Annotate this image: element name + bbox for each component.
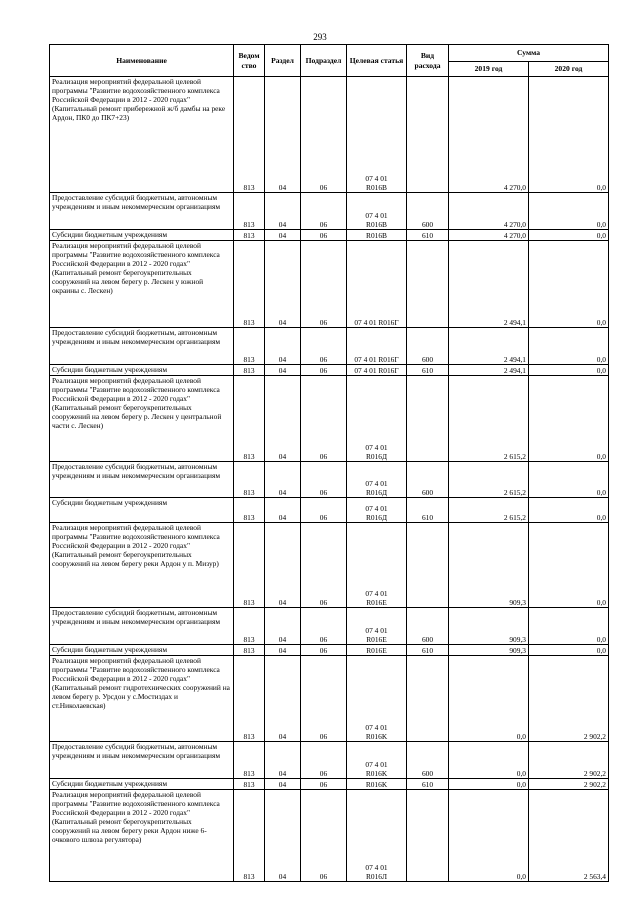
row-vid <box>407 376 449 462</box>
row-podrazdel: 06 <box>301 193 347 230</box>
row-podrazdel: 06 <box>301 230 347 241</box>
table-row <box>50 790 609 882</box>
row-vid: 600 <box>407 608 449 645</box>
row-sum-2020: 0,0 <box>529 230 609 241</box>
row-sum-2020: 0,0 <box>529 645 609 656</box>
table-body <box>50 77 609 882</box>
row-razdel: 04 <box>265 779 301 790</box>
row-article: R016B <box>347 230 407 241</box>
table-row <box>50 742 609 779</box>
row-sum-2020: 0,0 <box>529 241 609 328</box>
row-name: Предоставление субсидий бюджетным, автономным учреждениям и иным некоммерческим организациям <box>50 462 234 498</box>
row-razdel: 04 <box>265 790 301 882</box>
header-podrazdel: Подраздел <box>301 45 347 77</box>
row-podrazdel: 06 <box>301 656 347 742</box>
header-2019: 2019 год <box>449 62 529 77</box>
row-name: Предоставление субсидий бюджетным, автономным учреждениям и иным некоммерческим организациям <box>50 608 234 645</box>
row-sum-2019: 2 494,1 <box>449 365 529 376</box>
row-name: Реализация мероприятий федеральной целевой программы "Развитие водохозяйственного комплекса Российской Федерации в 2012 - 2020 годах" (Капитальный ремонт прибережной ж/б дамбы на реке Ардон, ПК0 до ПК7+23) <box>50 77 234 193</box>
row-ved: 813 <box>234 230 265 241</box>
row-article: R016K <box>347 779 407 790</box>
row-ved: 813 <box>234 523 265 608</box>
row-sum-2020: 0,0 <box>529 376 609 462</box>
table-row <box>50 523 609 608</box>
row-podrazdel: 06 <box>301 365 347 376</box>
row-article: 07 4 01 R016Д <box>347 376 407 462</box>
row-vid: 600 <box>407 462 449 498</box>
row-vid <box>407 523 449 608</box>
table-row <box>50 77 609 193</box>
row-name: Субсидии бюджетным учреждениям <box>50 645 234 656</box>
header-2020: 2020 год <box>529 62 609 77</box>
row-article: 07 4 01 R016E <box>347 608 407 645</box>
row-razdel: 04 <box>265 645 301 656</box>
row-podrazdel: 06 <box>301 645 347 656</box>
row-vid: 600 <box>407 742 449 779</box>
row-sum-2019: 0,0 <box>449 742 529 779</box>
page-number: 293 <box>313 32 327 42</box>
row-sum-2019: 0,0 <box>449 779 529 790</box>
row-razdel: 04 <box>265 241 301 328</box>
row-sum-2019: 909,3 <box>449 608 529 645</box>
row-sum-2020: 0,0 <box>529 77 609 193</box>
row-sum-2019: 4 270,0 <box>449 77 529 193</box>
table-row <box>50 230 609 241</box>
table-row <box>50 376 609 462</box>
table-row <box>50 656 609 742</box>
row-sum-2020: 0,0 <box>529 365 609 376</box>
header-razdel: Раздел <box>265 45 301 77</box>
row-vid: 610 <box>407 230 449 241</box>
row-podrazdel: 06 <box>301 608 347 645</box>
header-ved: Ведом ство <box>234 45 265 77</box>
row-razdel: 04 <box>265 656 301 742</box>
row-sum-2019: 2 615,2 <box>449 462 529 498</box>
row-razdel: 04 <box>265 498 301 523</box>
row-article: 07 4 01 R016Д <box>347 462 407 498</box>
row-podrazdel: 06 <box>301 790 347 882</box>
row-podrazdel: 06 <box>301 742 347 779</box>
budget-table <box>49 44 609 882</box>
row-sum-2020: 0,0 <box>529 462 609 498</box>
row-sum-2020: 2 563,4 <box>529 790 609 882</box>
table-row <box>50 608 609 645</box>
row-vid <box>407 77 449 193</box>
row-name: Предоставление субсидий бюджетным, автономным учреждениям и иным некоммерческим организациям <box>50 742 234 779</box>
row-article: 07 4 01 R016K <box>347 656 407 742</box>
row-name: Субсидии бюджетным учреждениям <box>50 230 234 241</box>
row-name: Предоставление субсидий бюджетным, автономным учреждениям и иным некоммерческим организациям <box>50 328 234 365</box>
row-article: 07 4 01 R016E <box>347 523 407 608</box>
row-sum-2020: 0,0 <box>529 608 609 645</box>
header-sum: Сумма <box>449 45 609 62</box>
row-sum-2019: 2 615,2 <box>449 376 529 462</box>
row-name: Субсидии бюджетным учреждениям <box>50 365 234 376</box>
row-sum-2020: 0,0 <box>529 193 609 230</box>
row-article: 07 4 01 R016B <box>347 193 407 230</box>
row-podrazdel: 06 <box>301 328 347 365</box>
row-podrazdel: 06 <box>301 523 347 608</box>
row-ved: 813 <box>234 193 265 230</box>
row-ved: 813 <box>234 608 265 645</box>
row-razdel: 04 <box>265 230 301 241</box>
row-sum-2020: 2 902,2 <box>529 779 609 790</box>
row-razdel: 04 <box>265 523 301 608</box>
row-podrazdel: 06 <box>301 241 347 328</box>
row-ved: 813 <box>234 241 265 328</box>
row-razdel: 04 <box>265 376 301 462</box>
row-sum-2019: 0,0 <box>449 656 529 742</box>
row-razdel: 04 <box>265 328 301 365</box>
row-razdel: 04 <box>265 77 301 193</box>
row-ved: 813 <box>234 77 265 193</box>
row-vid: 610 <box>407 779 449 790</box>
row-sum-2019: 2 494,1 <box>449 241 529 328</box>
row-name: Субсидии бюджетным учреждениям <box>50 779 234 790</box>
row-vid: 610 <box>407 498 449 523</box>
header-name: Наименование <box>50 45 234 77</box>
row-razdel: 04 <box>265 742 301 779</box>
row-podrazdel: 06 <box>301 376 347 462</box>
header-article: Целевая статья <box>347 45 407 77</box>
row-razdel: 04 <box>265 608 301 645</box>
row-sum-2020: 0,0 <box>529 328 609 365</box>
row-ved: 813 <box>234 790 265 882</box>
row-ved: 813 <box>234 645 265 656</box>
row-article: 07 4 01 R016B <box>347 77 407 193</box>
table-row <box>50 193 609 230</box>
row-vid: 600 <box>407 328 449 365</box>
row-podrazdel: 06 <box>301 498 347 523</box>
row-ved: 813 <box>234 742 265 779</box>
row-vid: 600 <box>407 193 449 230</box>
table-row <box>50 462 609 498</box>
row-ved: 813 <box>234 376 265 462</box>
row-name: Предоставление субсидий бюджетным, автономным учреждениям и иным некоммерческим организациям <box>50 193 234 230</box>
row-name: Реализация мероприятий федеральной целевой программы "Развитие водохозяйственного комплекса Российской Федерации в 2012 - 2020 годах" (Капитальный ремонт берегоукрепительных сооружений на левом берегу р. Лескен у южной окраины с. Лескен) <box>50 241 234 328</box>
row-name: Субсидии бюджетным учреждениям <box>50 498 234 523</box>
row-vid <box>407 790 449 882</box>
row-vid: 610 <box>407 365 449 376</box>
row-name: Реализация мероприятий федеральной целевой программы "Развитие водохозяйственного комплекса Российской Федерации в 2012 - 2020 годах" (Капитальный ремонт гидротехнических сооружений на левом берегу р. Урсдон у с.Мостиздах и ст.Николаевская) <box>50 656 234 742</box>
row-ved: 813 <box>234 328 265 365</box>
row-razdel: 04 <box>265 365 301 376</box>
row-sum-2020: 2 902,2 <box>529 742 609 779</box>
row-sum-2020: 0,0 <box>529 498 609 523</box>
row-vid <box>407 656 449 742</box>
row-ved: 813 <box>234 656 265 742</box>
table-row <box>50 241 609 328</box>
header-vid: Вид расхода <box>407 45 449 77</box>
row-ved: 813 <box>234 498 265 523</box>
row-sum-2019: 4 270,0 <box>449 193 529 230</box>
table-row <box>50 365 609 376</box>
row-sum-2019: 4 270,0 <box>449 230 529 241</box>
row-name: Реализация мероприятий федеральной целевой программы "Развитие водохозяйственного комплекса Российской Федерации в 2012 - 2020 годах" (Капитальный ремонт берегоукрепительных сооружений на левом берегу р. Лескен у центральной части с. Лескен) <box>50 376 234 462</box>
row-article: 07 4 01 R016Д <box>347 498 407 523</box>
row-name: Реализация мероприятий федеральной целевой программы "Развитие водохозяйственного комплекса Российской Федерации в 2012 - 2020 годах" (Капитальный ремонт берегоукрепительных сооружений на левом берегу реки Ардон ниже 6-очкового шлюза регулятора) <box>50 790 234 882</box>
table-row <box>50 645 609 656</box>
row-ved: 813 <box>234 462 265 498</box>
row-razdel: 04 <box>265 193 301 230</box>
row-podrazdel: 06 <box>301 779 347 790</box>
row-sum-2019: 0,0 <box>449 790 529 882</box>
row-article: 07 4 01 R016K <box>347 742 407 779</box>
row-podrazdel: 06 <box>301 77 347 193</box>
row-sum-2020: 2 902,2 <box>529 656 609 742</box>
row-sum-2019: 2 615,2 <box>449 498 529 523</box>
row-article: 07 4 01 R016Г <box>347 365 407 376</box>
row-article: R016E <box>347 645 407 656</box>
row-sum-2019: 909,3 <box>449 645 529 656</box>
row-ved: 813 <box>234 365 265 376</box>
row-article: 07 4 01 R016Л <box>347 790 407 882</box>
row-article: 07 4 01 R016Г <box>347 328 407 365</box>
row-sum-2020: 0,0 <box>529 523 609 608</box>
row-vid: 610 <box>407 645 449 656</box>
row-ved: 813 <box>234 779 265 790</box>
row-sum-2019: 909,3 <box>449 523 529 608</box>
row-article: 07 4 01 R016Г <box>347 241 407 328</box>
row-razdel: 04 <box>265 462 301 498</box>
table-row <box>50 328 609 365</box>
row-podrazdel: 06 <box>301 462 347 498</box>
table-row <box>50 779 609 790</box>
row-sum-2019: 2 494,1 <box>449 328 529 365</box>
row-vid <box>407 241 449 328</box>
table-row <box>50 498 609 523</box>
row-name: Реализация мероприятий федеральной целевой программы "Развитие водохозяйственного комплекса Российской Федерации в 2012 - 2020 годах" (Капитальный ремонт берегоукрепительных сооружений на левом берегу реки Ардон у п. Мизур) <box>50 523 234 608</box>
